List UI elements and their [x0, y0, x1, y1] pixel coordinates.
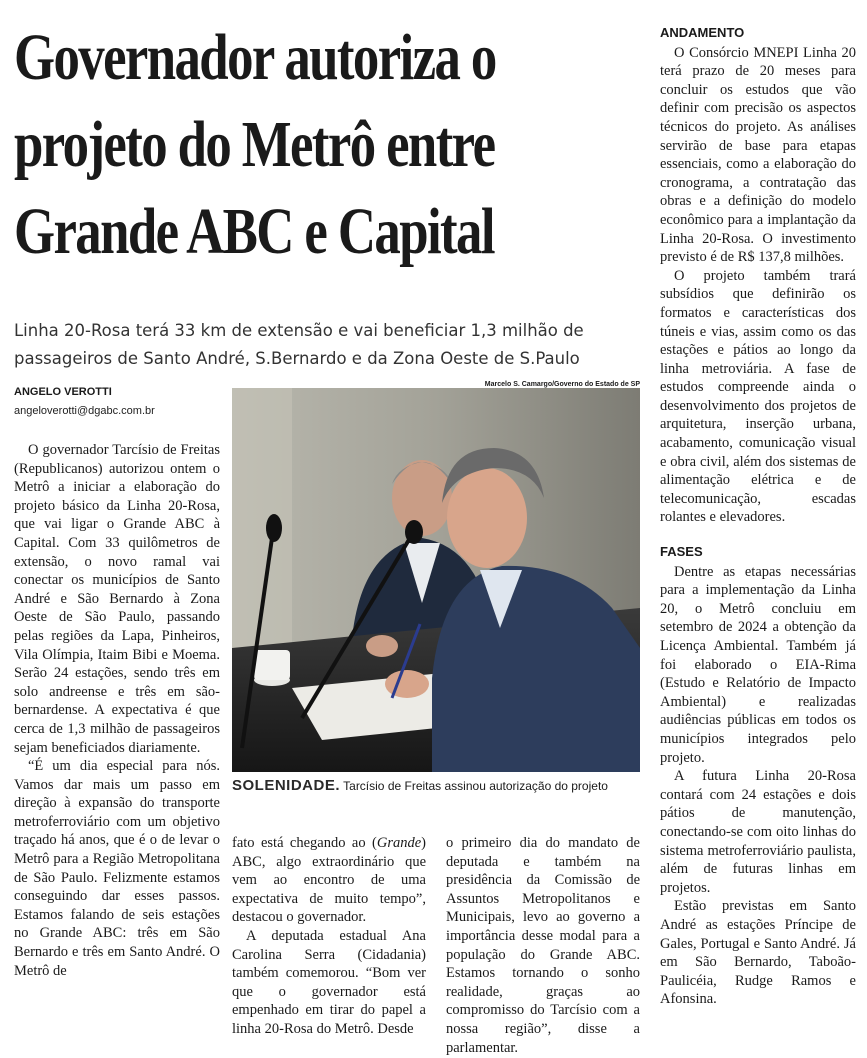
paragraph: A deputada estadual Ana Carolina Serra (Cidadania) também comemorou. “Bom ver que o governador está empenhado em tirar do papel a linha 20-Rosa do Metrô. Desde: [232, 927, 426, 1037]
photo-caption: [232, 777, 642, 794]
column-2: [232, 834, 426, 1039]
section-title-fases: FASES: [660, 544, 703, 560]
subheadline: Linha 20-Rosa terá 33 km de extensão e vai beneficiar 1,3 milhão de passageiros de Santo André, S.Bernardo e da Zona Oeste de S.Paulo: [14, 321, 584, 369]
author-email: angeloverotti@dgabc.com.br: [14, 405, 155, 417]
section-title-andamento: ANDAMENTO: [660, 25, 745, 40]
caption-text: Tarcísio de Freitas assinou autorização do projeto: [343, 779, 608, 793]
text-span: ) ABC, algo extraordinário que vem ao encontro de uma expectativa de muito tempo”, destacou o governador.: [232, 835, 426, 926]
headline-line-1: Governador autoriza o: [14, 21, 496, 94]
paragraph: “É um dia especial para nós. Vamos dar mais um passo em direção à expansão do transporte metroferroviário com um objetivo traçado há anos, que é o de levar o Metrô para a Região Metropolitana de São Paulo. Felizmente estamos conseguindo dar esses passos. Estamos falando de seis estações no Grande ABC: três em São Bernardo e três em Santo André. O Metrô de: [14, 758, 220, 979]
paragraph: A futura Linha 20-Rosa contará com 24 estações e dois pátios de manutenção, conectando-se com oito linhas do sistema metroferroviário paulista, além de futuras linhas em projetos.: [660, 768, 856, 896]
headline: [14, 14, 518, 275]
photo-illustration: [232, 388, 640, 772]
paragraph: Dentre as etapas necessárias para a implementação da Linha 20, o Metrô concluiu em setembro de 2024 a obtenção da Licença Ambiental. Também já foi elaborado o EIA-Rima (Estudo e Relatório de Impacto Ambiental) e realizadas audiências públicas em todos os municípios integrados pelo projeto.: [660, 563, 856, 766]
photo-credit: Marcelo S. Camargo/Governo do Estado de SP: [484, 381, 640, 388]
headline-line-3: Grande ABC e Capital: [14, 195, 494, 268]
paragraph: [232, 834, 426, 927]
paragraph: O projeto também trará subsídios que definirão os formatos e características dos túneis e vias, assim como os das estações e pátios ao longo da linha metroviária. A fase de estudos compreende ainda o desenvolvimento dos projetos de arquitetura, inserção urbana, acabamento, comunicação visual e obra civil, além dos sistemas de alimentação elétrica e de telecomunicação, escadas rolantes e elevadores.: [660, 267, 856, 526]
article-photo: [232, 388, 640, 772]
caption-label: SOLENIDADE.: [232, 777, 341, 794]
paragraph: o primeiro dia do mandato de deputada e também na presidência da Comissão de Assuntos Metropolitanos e Municipais, levo ao governo a importância desse modal para a população do Grande ABC. Estamos tornando o sonho realidade, graças ao compromisso do Tarcísio com a nossa região”, disse a parlamentar.: [446, 835, 640, 1056]
paragraph: O governador Tarcísio de Freitas (Republicanos) autorizou ontem o Metrô a iniciar a elaboração do projeto básico da Linha 20-Rosa, que vai ligar o Grande ABC à Capital. Com 33 quilômetros de extensão, o novo ramal vai conectar os municípios de Santo André e São Bernardo à Zona Oeste de São Paulo, passando pelas regiões da Lapa, Pinheiros, Vila Olímpia, Itaim Bibi e Moema. Serão 24 estações, sendo três em solo andreense e três em são-bernardense. A expectativa é que cerca de 1,3 milhão de passageiros sejam beneficiados diariamente.: [14, 442, 220, 756]
column-4: [660, 24, 856, 1009]
column-3: [446, 834, 640, 1057]
column-1: [14, 441, 220, 980]
author-name: ANGELO VEROTTI: [14, 386, 112, 398]
paragraph: O Consórcio MNEPI Linha 20 terá prazo de 20 meses para concluir os estudos que vão definir com precisão os aspectos técnicos do projeto. As análises servirão de base para etapas essenciais, como a elaboração do cronograma, a contratação das obras e a definição do modelo econômico para a implantação da Linha 20-Rosa. O investimento previsto é de R$ 137,8 milhões.: [660, 44, 856, 266]
text-emphasis: Grande: [376, 835, 422, 851]
headline-line-2: projeto do Metrô entre: [14, 108, 495, 181]
text-span: fato está chegando ao (: [232, 835, 377, 851]
paragraph: Estão previstas em Santo André as estações Príncipe de Gales, Portugal e Santo André. Já em São Bernardo, Taboão-Paulicéia, Rudge Ramos e Afonsina.: [660, 898, 856, 1008]
